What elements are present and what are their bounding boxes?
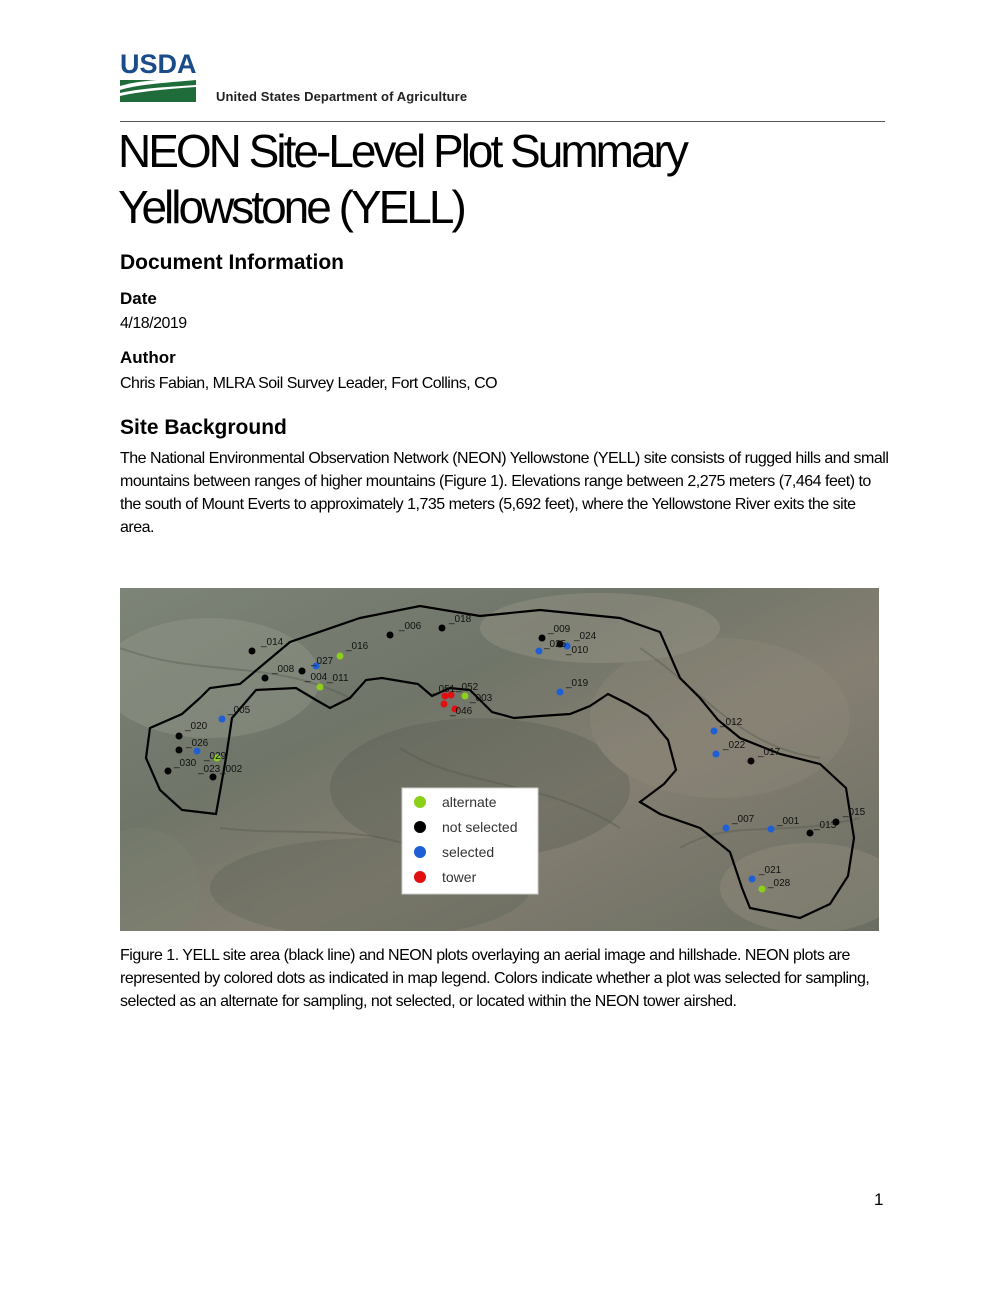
legend-label: selected bbox=[442, 844, 495, 860]
plot-dot-alternate bbox=[462, 693, 469, 700]
header-divider bbox=[120, 121, 885, 122]
agency-name: United States Department of Agriculture bbox=[216, 89, 468, 104]
page-title bbox=[118, 123, 878, 235]
usda-logo-text: USDA bbox=[120, 50, 196, 79]
title-line-2: Yellowstone (YELL) bbox=[118, 181, 464, 233]
plot-label: _006 bbox=[399, 621, 422, 632]
plot-dot-not-selected bbox=[748, 758, 755, 765]
figure-caption: Figure 1. YELL site area (black line) and NEON plots overlaying an aerial image and hillshade. NEON plots are represented by colored dots as indicated in map legend. Colors indicate whether a plot was selected for sampling, selected as an alternate for sampling, not selected, or located within the NEON tower airshed. bbox=[120, 947, 870, 1010]
plot-label: _014 bbox=[261, 637, 284, 648]
plot-dot-alternate bbox=[337, 653, 344, 660]
plot-dot-alternate bbox=[317, 684, 324, 691]
legend-label: alternate bbox=[442, 794, 497, 810]
usda-logo bbox=[120, 50, 196, 102]
plot-label: _027 bbox=[311, 656, 334, 667]
plot-dot-selected bbox=[536, 648, 543, 655]
plot-label: _019 bbox=[566, 678, 589, 689]
plot-label: _026 bbox=[186, 738, 209, 749]
plot-label: _003 bbox=[470, 693, 493, 704]
plot-dot-not-selected bbox=[249, 648, 256, 655]
plot-label: _009 bbox=[548, 624, 571, 635]
plot-label: _013 bbox=[814, 820, 837, 831]
plot-label: _011 bbox=[327, 673, 349, 684]
plot-label: _052 bbox=[456, 682, 479, 693]
plot-dot-selected bbox=[723, 825, 730, 832]
plot-label: _001 bbox=[777, 816, 800, 827]
plot-label: _024 bbox=[574, 631, 597, 642]
plot-dot-not-selected bbox=[262, 675, 269, 682]
plot-dot-selected bbox=[749, 876, 756, 883]
site-map-figure bbox=[120, 588, 879, 931]
plot-label: _016 bbox=[346, 641, 369, 652]
plot-label: _015 bbox=[843, 807, 866, 818]
plot-label: _012 bbox=[720, 717, 743, 728]
author-heading: Author bbox=[120, 348, 176, 367]
plot-label: _028 bbox=[768, 878, 791, 889]
plot-label: _005 bbox=[228, 705, 251, 716]
plot-label: _046 bbox=[450, 706, 473, 717]
plot-dot-selected bbox=[713, 751, 720, 758]
legend-swatch-selected bbox=[414, 846, 426, 858]
plot-dot-not-selected bbox=[165, 768, 172, 775]
site-map-image bbox=[120, 588, 879, 931]
legend-label: tower bbox=[442, 869, 477, 885]
plot-dot-alternate bbox=[759, 886, 766, 893]
plot-dot-not-selected bbox=[807, 830, 814, 837]
plot-dot-not-selected bbox=[439, 625, 446, 632]
plot-label: _023 bbox=[198, 764, 221, 775]
date-value: 4/18/2019 bbox=[120, 315, 187, 332]
legend-swatch-alternate bbox=[414, 796, 426, 808]
plot-dot-not-selected bbox=[387, 632, 394, 639]
plot-dot-selected bbox=[219, 716, 226, 723]
plot-label: _022 bbox=[723, 740, 746, 751]
plot-label: _029 bbox=[204, 751, 227, 762]
legend-label: not selected bbox=[442, 819, 518, 835]
plot-label: _010 bbox=[566, 645, 589, 656]
title-line-1: NEON Site-Level Plot Summary bbox=[118, 125, 686, 177]
plot-label: _007 bbox=[732, 814, 755, 825]
plot-label: _017 bbox=[758, 747, 781, 758]
site-background-paragraph: The National Environmental Observation Network (NEON) Yellowstone (YELL) site consists of rugged hills and small mountains between ranges of higher mountains (Figure 1). Elevations range between 2,275 meters (7,464 feet) to the south of Mount Everts to approximately 1,735 meters (5,692 feet), where the Yellowstone River exits the site area. bbox=[120, 450, 889, 536]
plot-label: _020 bbox=[185, 721, 208, 732]
usda-logo-graphic bbox=[120, 50, 196, 102]
site-background-heading: Site Background bbox=[120, 416, 287, 439]
plot-dot-selected bbox=[711, 728, 718, 735]
page-number: 1 bbox=[874, 1190, 884, 1209]
plot-dot-selected bbox=[768, 826, 775, 833]
legend-swatch-not-selected bbox=[414, 821, 426, 833]
date-heading: Date bbox=[120, 289, 157, 308]
plot-label: _051 bbox=[433, 684, 456, 695]
plot-label: _021 bbox=[759, 865, 782, 876]
plot-dot-selected bbox=[557, 689, 564, 696]
plot-label: _018 bbox=[449, 614, 472, 625]
plot-label: _002 bbox=[220, 764, 243, 775]
plot-label: _030 bbox=[174, 758, 197, 769]
map-legend bbox=[402, 788, 538, 894]
plot-label: _004 bbox=[305, 672, 328, 683]
plot-label: _025 bbox=[544, 639, 567, 650]
plot-dot-not-selected bbox=[176, 733, 183, 740]
plot-label: _008 bbox=[272, 664, 295, 675]
author-value: Chris Fabian, MLRA Soil Survey Leader, Fort Collins, CO bbox=[120, 375, 498, 392]
legend-swatch-tower bbox=[414, 871, 426, 883]
plot-dot-not-selected bbox=[176, 747, 183, 754]
document-info-heading: Document Information bbox=[120, 251, 344, 274]
plot-dot-tower bbox=[441, 701, 448, 708]
